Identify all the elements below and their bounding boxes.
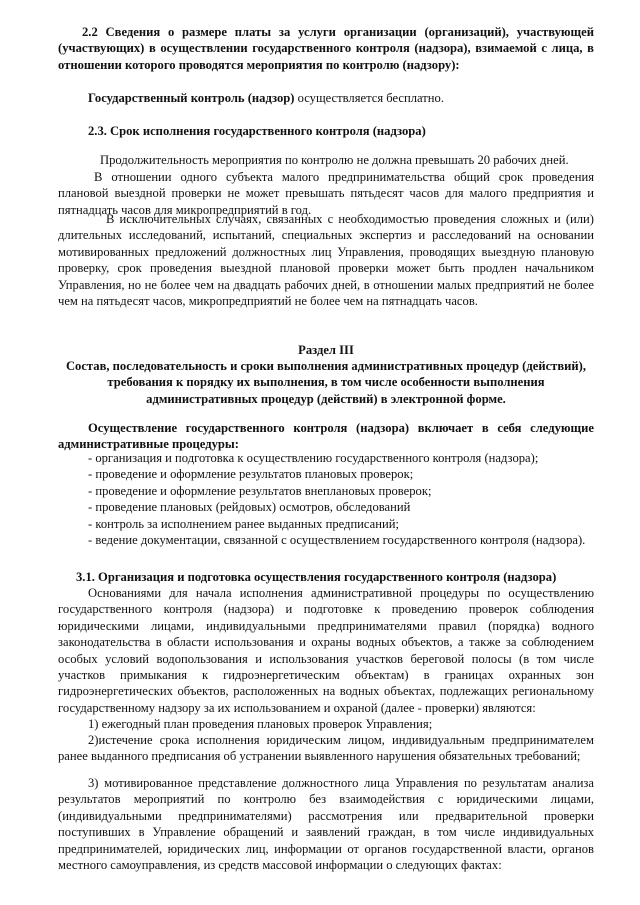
section-2-3-paragraph-1: Продолжительность мероприятия по контролю не должна превышать 20 рабочих дней. bbox=[100, 153, 569, 167]
section-3-1-paragraph-4: 3) мотивированное представление должностного лица Управления по результатам анализа результатов мероприятий по контролю без взаимодействия с юридическими лицами, (индивидуальными предпринимателями) рассмотрения или предварительной проверки поступивших в Управление обращений и заявлений граждан, в том числе индивидуальных предпринимателей, юридических лиц, информации от органов государственной власти, органов местного самоуправления, из средств массовой информации о следующих фактах: bbox=[58, 776, 594, 873]
section-2-3-paragraph-3: В исключительных случаях, связанных с необходимостью проведения сложных и (или) длительных исследований, испытаний, специальных экспертиз и расследований на основании мотивированных предложений должностных лиц Управления, проводящих выездную плановую проверку, срок проведения выездной плановой проверки может быть продлен начальником Управления, но не более чем на двадцать рабочих дней, в отношении малых предприятий не более чем на пятьдесят часов, микропредприятий не более чем на пятнадцать часов. bbox=[58, 212, 594, 309]
section-3-1-paragraph-3: 2)истечение срока исполнения юридическим лицом, индивидуальным предпринимателем ранее выданного предписания об устранении выявленного нарушения обязательных требований; bbox=[58, 733, 594, 764]
section-3-intro: Осуществление государственного контроля (надзора) включает в себя следующие административные процедуры: bbox=[58, 421, 594, 452]
list-item: - проведение и оформление результатов внеплановых проверок; bbox=[88, 483, 432, 498]
section-3-1-heading: 3.1. Организация и подготовка осуществления государственного контроля (надзора) bbox=[76, 570, 557, 584]
section-2-2-heading: 2.2 Сведения о размере платы за услуги организации (организаций), участвующей (участвующих) в осуществлении государственного контроля (надзора), взимаемой с лица, в отношении которого проводятся мероприятия по контролю (надзору): bbox=[58, 25, 594, 72]
section-3-subtitle: Состав, последовательность и сроки выполнения административных процедур (действий), требования к порядку их выполнения, в том числе особенности выполнения административных процедур (действий) в электронной форме. bbox=[65, 359, 587, 406]
section-2-3-heading: 2.3. Срок исполнения государственного контроля (надзора) bbox=[88, 124, 426, 138]
list-item: - проведение плановых (рейдовых) осмотров, обследований bbox=[88, 500, 411, 515]
section-2-2-text-rest: осуществляется бесплатно. bbox=[294, 91, 444, 105]
list-item: - проведение и оформление результатов плановых проверок; bbox=[88, 467, 414, 482]
section-3-1-paragraph-2: 1) ежегодный план проведения плановых проверок Управления; bbox=[88, 717, 433, 731]
section-3-1-paragraph-1: Основаниями для начала исполнения административной процедуры по осуществлению государственного контроля (надзора) и подготовке к проведению проверок соблюдения юридическими лицами, индивидуальными предпринимателями правил (порядка) водного законодательства в области использования и охраны водных объектов, а также за соблюдением особых условий водопользования и использования участков береговой полосы (в том числе участков примыкания к гидроэнергетическим объектам) в границах охранных зон гидроэнергетических объектов, расположенных на водных объектах, подлежащих региональному государственному надзору за их использованием и охраной (далее - проверки) являются: bbox=[58, 586, 594, 715]
section-2-3-paragraph-2: В отношении одного субъекта малого предпринимательства общий срок проведения плановой выездной проверки не может превышать пятьдесят часов для малого предприятия и пятнадцать часов для микропредприятий в год. bbox=[58, 170, 594, 217]
list-item: - организация и подготовка к осуществлению государственного контроля (надзора); bbox=[88, 451, 539, 465]
list-item-last: - ведение документации, связанной с осуществлением государственного контроля (надзора). bbox=[88, 533, 586, 547]
procedures-list bbox=[58, 450, 594, 532]
section-3-title: Раздел III bbox=[298, 343, 354, 357]
list-item: - контроль за исполнением ранее выданных предписаний; bbox=[88, 516, 399, 531]
section-2-2-text bbox=[58, 90, 594, 106]
section-2-2-text-bold: Государственный контроль (надзор) bbox=[88, 91, 295, 105]
